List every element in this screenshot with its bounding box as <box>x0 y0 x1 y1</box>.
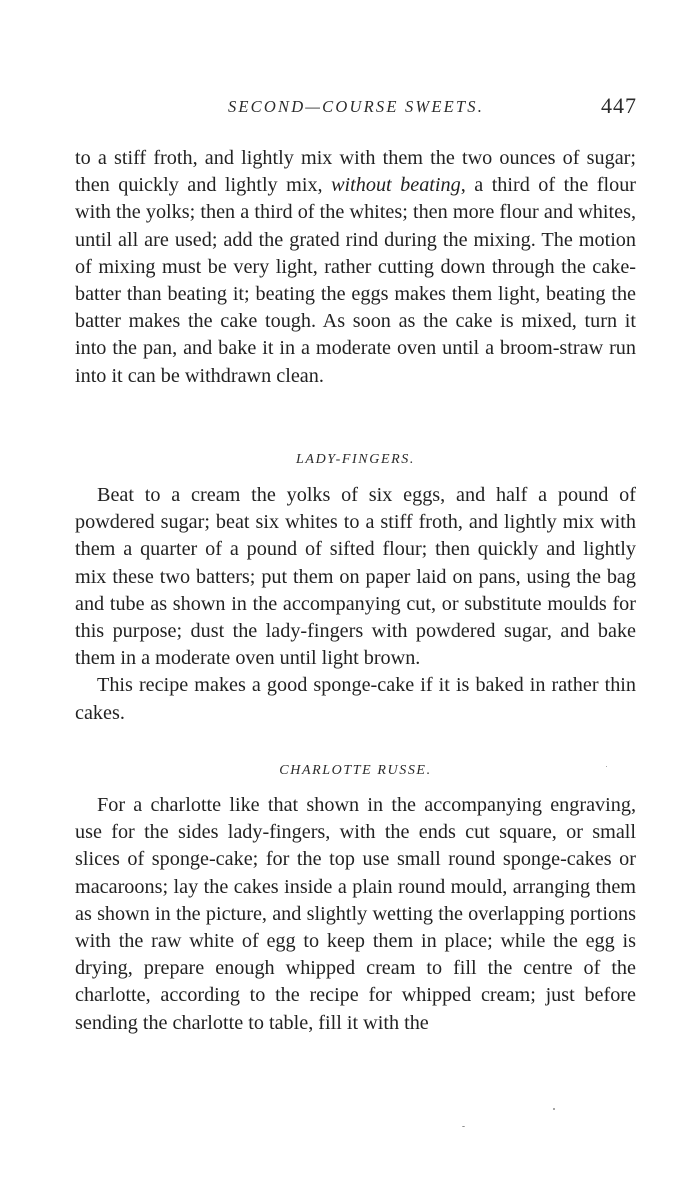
running-title: SECOND—COURSE SWEETS. <box>227 97 485 116</box>
continuation-paragraph <box>75 145 636 390</box>
charlotte-russe-paragraph: For a charlotte like that shown in the accompanying engraving, use for the sides lady-fingers, with the ends cut square, or small slices of sponge-cake; for the top use small round sponge-cakes or macaroons; lay the cakes inside a plain round mould, arranging them as shown in the picture, and slightly wetting the overlapping portions with the raw white of egg to keep them in place; while the egg is drying, prepare enough whipped cream to fill the centre of the charlotte, according to the recipe for whipped cream; just before sending the charlotte to table, fill it with the <box>75 794 636 1034</box>
ink-speck <box>606 766 607 767</box>
ink-speck <box>553 1108 555 1110</box>
lady-fingers-section <box>75 482 636 727</box>
charlotte-russe-heading: CHARLOTTE RUSSE. <box>279 763 432 778</box>
charlotte-russe-section <box>75 792 636 1037</box>
continuation-block <box>75 145 636 390</box>
page-number: 447 <box>601 93 637 118</box>
lady-fingers-heading: LADY-FINGERS. <box>296 452 415 467</box>
continuation-text-end: , a third of the flour with the yolks; then a third of the whites; then more flour and whites, until all are used; add the grated rind during the mixing. The motion of mixing must be very light, rather cutting down through the cake-batter than beating it; beating the eggs makes them light, beating the batter makes the cake tough. As soon as the cake is mixed, turn it into the pan, and bake it in a moderate oven until a broom-straw run into it can be withdrawn clean. <box>75 174 637 387</box>
ink-speck <box>462 1126 465 1127</box>
lady-fingers-paragraph: Beat to a cream the yolks of six eggs, and half a pound of powdered sugar; beat six whites to a stiff froth, and lightly mix with them a quarter of a pound of sifted flour; then quickly and lightly mix these two batters; put them on paper laid on pans, using the bag and tube as shown in the accompanying cut, or substitute moulds for this purpose; dust the lady-fingers with powdered sugar, and bake them in a moderate oven until light brown. <box>75 484 636 670</box>
running-header <box>75 95 637 125</box>
lady-fingers-note: This recipe makes a good sponge-cake if it is baked in rather thin cakes. <box>75 674 636 724</box>
continuation-text-start: to a stiff froth, and lightly mix with them the two ounces of sugar; then quickly and lightly mix, <box>75 147 636 197</box>
emphasis-text: without beating <box>331 174 461 197</box>
